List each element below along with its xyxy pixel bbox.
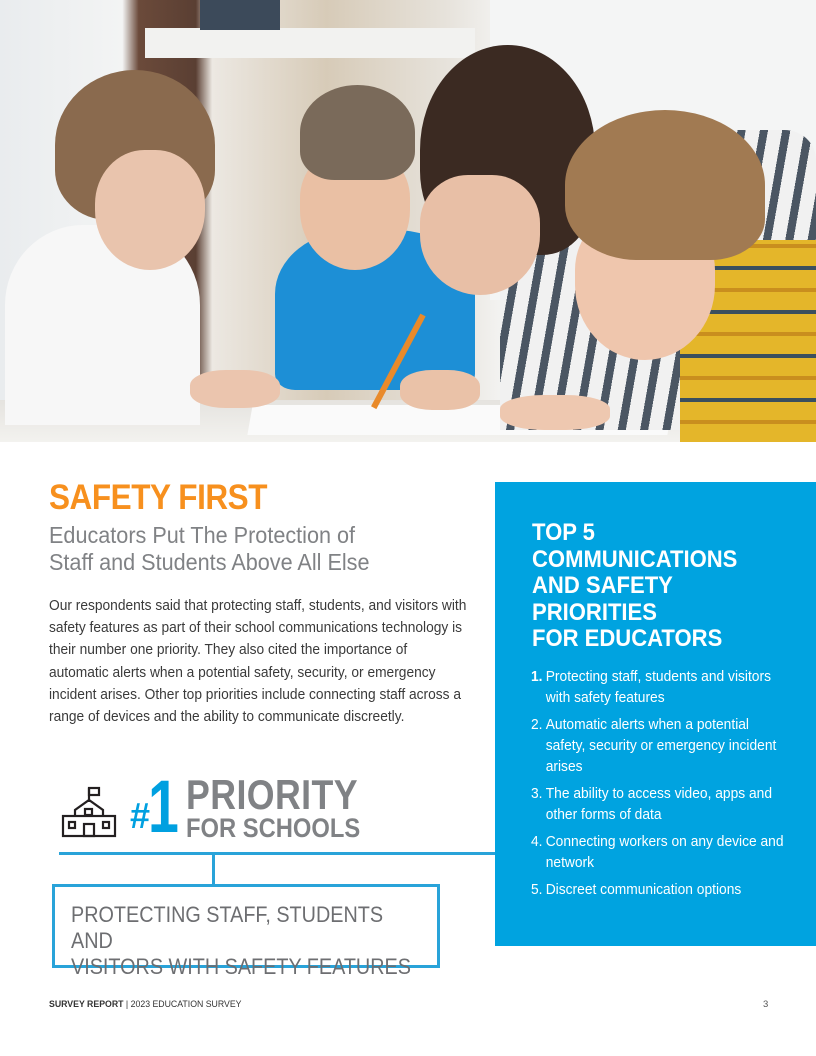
panel-title — [532, 520, 802, 653]
list-item: 3. The ability to access video, apps and other forms of data — [531, 785, 773, 823]
list-item: 5. Discreet communication options — [531, 881, 742, 898]
page-subtitle — [49, 522, 454, 576]
panel-title-line: TOP 5 — [532, 519, 595, 546]
priority-list — [531, 666, 811, 906]
list-item: 4. Connecting workers on any device and network — [531, 833, 784, 871]
panel-title-line: AND SAFETY — [532, 572, 673, 599]
body-paragraph: Our respondents said that protecting staff, students, and visitors with safety features as part of their school communications technology is their number one priority. They also cited the importance of automatic alerts when a potential safety, security, or emergency incident arises. Other top priorities include connecting staff across a range of devices and the ability to communicate discreetly. — [49, 598, 467, 726]
footer-survey-label: 2023 EDUCATION SURVEY — [130, 999, 242, 1010]
priority-word: PRIORITY — [186, 771, 359, 818]
panel-title-line: FOR EDUCATORS — [532, 625, 723, 652]
list-item: 2. Automatic alerts when a potential safety, security or emergency incident arises — [531, 716, 777, 775]
connector-line-horizontal — [59, 852, 496, 855]
rank-number: 1 — [148, 765, 179, 848]
priority-callout-box — [52, 884, 440, 979]
page-number: 3 — [763, 999, 769, 1010]
footer-separator: | — [123, 999, 131, 1010]
hash-symbol: # — [130, 795, 151, 836]
subtitle-line: Educators Put The Protection of — [49, 522, 356, 548]
list-item: 1. Protecting staff, students and visitors with safety features — [531, 668, 771, 706]
panel-title-line: COMMUNICATIONS — [532, 545, 738, 573]
page-title: SAFETY FIRST — [49, 478, 268, 517]
school-icon — [61, 786, 117, 838]
hero-photo — [0, 0, 816, 442]
priority-qualifier: FOR SCHOOLS — [186, 813, 361, 843]
panel-title-line: PRIORITIES — [532, 598, 657, 626]
top5-panel — [495, 482, 816, 946]
callout-line: PROTECTING STAFF, STUDENTS AND — [71, 902, 384, 953]
footer — [49, 999, 242, 1010]
connector-line-vertical — [212, 852, 215, 886]
subtitle-line: Staff and Students Above All Else — [49, 549, 370, 575]
callout-text — [71, 902, 413, 980]
callout-line: VISITORS WITH SAFETY FEATURES — [71, 954, 411, 979]
footer-report-label: SURVEY REPORT — [49, 999, 124, 1010]
